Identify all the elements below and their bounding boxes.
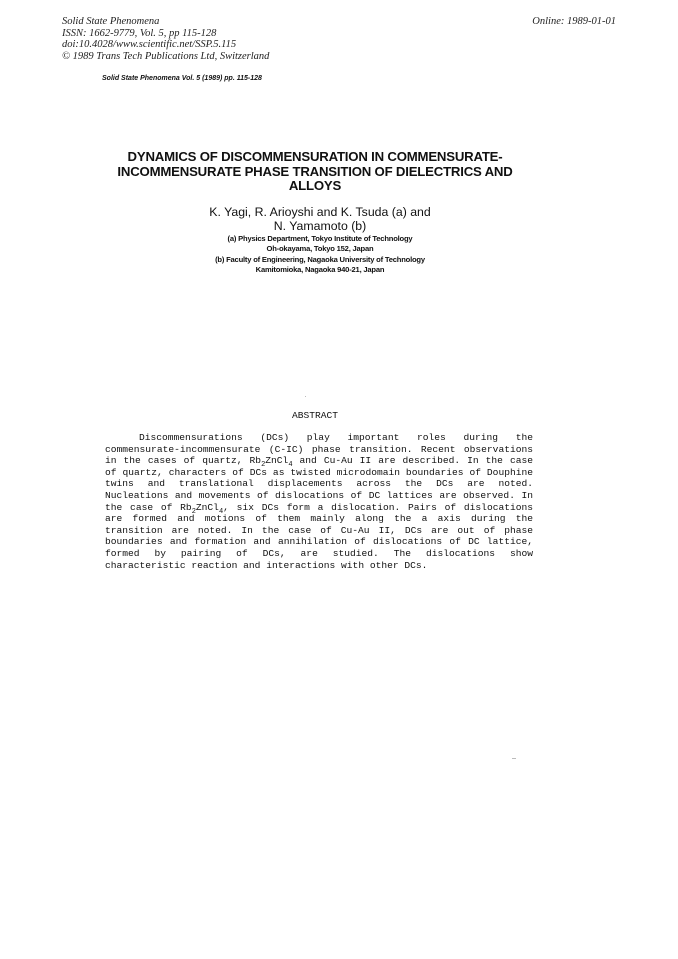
affiliation-line: (a) Physics Department, Tokyo Institute of Technology (227, 234, 413, 243)
affiliations (150, 234, 490, 276)
abstract-segment: ZnCl (265, 455, 289, 467)
abstract-segment: , six DCs form a dislocation. Pairs of dislocations are formed and motions of them mainly along the a axis during the transition are noted. In the case of Cu-Au II, DCs are out of phase boundaries and formation and annihilation of dislocations of DC lattice, formed by pairing of DCs, are studied. The dislocations show characteristic reaction and interactions with other DCs. (105, 501, 533, 571)
abstract-segment: ZnCl (195, 501, 219, 513)
issn-line: ISSN: 1662-9779, Vol. 5, pp 115-128 (62, 27, 217, 39)
online-date: Online: 1989-01-01 (532, 16, 616, 27)
abstract-heading: ABSTRACT (291, 410, 339, 421)
scan-speck (512, 758, 516, 759)
author-line: K. Yagi, R. Arioyshi and K. Tsuda (a) and (209, 205, 431, 219)
journal-name: Solid State Phenomena (62, 16, 160, 27)
subscript: 4 (288, 461, 293, 470)
affiliation-line: Kamitomioka, Nagaoka 940-21, Japan (255, 265, 385, 275)
scan-speck (305, 396, 306, 397)
author-line: N. Yamamoto (b) (273, 219, 367, 233)
title-line: INCOMMENSURATE PHASE TRANSITION OF DIELECTRICS AND (117, 163, 513, 179)
subscript: 2 (261, 461, 266, 470)
paper-title (100, 150, 530, 194)
running-head: Solid State Phenomena Vol. 5 (1989) pp. 115-128 (102, 75, 262, 82)
affiliation-line: Oh-okayama, Tokyo 152, Japan (266, 244, 374, 254)
title-line: ALLOYS (288, 178, 342, 193)
title-line: DYNAMICS OF DISCOMMENSURATION IN COMMENSURATE- (127, 149, 503, 164)
abstract-segment: and Cu-Au II are described. In the case of quartz, characters of DCs as twisted microdomain boundaries of Douphine twins and translational displacements across the DCs are noted. Nucleations and movements of dislocations of DC lattices are observed. In the case of Rb (105, 455, 534, 513)
publication-metadata (62, 16, 269, 62)
copyright-line: © 1989 Trans Tech Publications Ltd, Switzerland (62, 50, 270, 62)
abstract-text (105, 432, 533, 571)
subscript: 4 (218, 507, 224, 516)
subscript: 2 (191, 507, 196, 516)
doi-line: doi:10.4028/www.scientific.net/SSP.5.115 (62, 39, 237, 51)
abstract-segment: Discommensurations (DCs) play important roles during the commensurate-incommensurate (C-IC) phase transition. Recent observations in the cases of quartz, Rb (105, 432, 533, 467)
author-list (150, 205, 490, 233)
affiliation-line: (b) Faculty of Engineering, Nagaoka University of Technology (215, 254, 425, 264)
